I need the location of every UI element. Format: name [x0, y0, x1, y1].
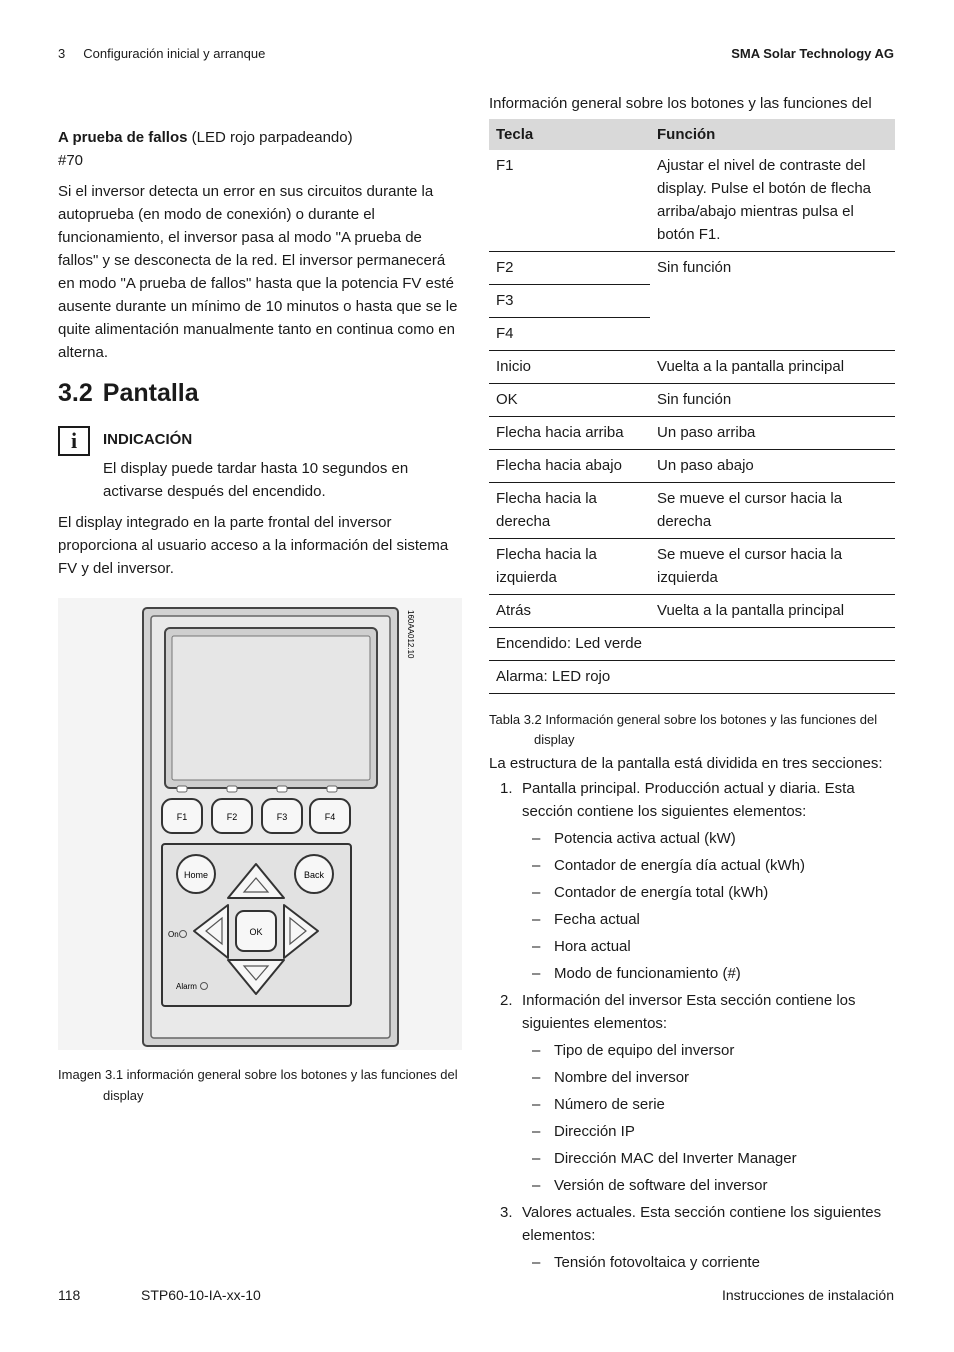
header-function: Función — [650, 119, 895, 150]
row-key: Flecha hacia la derecha — [489, 483, 650, 539]
row-key: Encendido: Led verde — [489, 628, 895, 661]
f4-label: F4 — [324, 812, 336, 822]
f4-button — [310, 799, 350, 833]
header-key: Tecla — [489, 119, 650, 150]
sub-list-item: – Contador de energía día actual (kWh) — [522, 854, 895, 877]
ok-label: OK — [249, 927, 263, 937]
buttons-table — [489, 119, 895, 694]
sub-list-item: – Tipo de equipo del inversor — [522, 1039, 895, 1062]
notice-box — [58, 428, 462, 503]
table-header-row — [489, 119, 895, 150]
table-row — [489, 450, 895, 483]
sub-list-item: – Dirección IP — [522, 1120, 895, 1143]
figure-code: 160AA012.10 — [406, 610, 415, 659]
sub-list-item: – Versión de software del inversor — [522, 1174, 895, 1197]
table-row — [489, 417, 895, 450]
table-row — [489, 384, 895, 417]
table-row — [489, 150, 895, 252]
list-item — [489, 989, 895, 1197]
home-button — [177, 855, 215, 893]
row-key: Flecha hacia abajo — [489, 450, 650, 483]
table-row — [489, 539, 895, 595]
sub-list-item: – Dirección MAC del Inverter Manager — [522, 1147, 895, 1170]
chapter-title: Configuración inicial y arranque — [83, 46, 266, 61]
sub-list-item: – Fecha actual — [522, 908, 895, 931]
row-key: Alarma: LED rojo — [489, 661, 895, 694]
row-function: Sin función — [650, 252, 895, 351]
row-function: Un paso abajo — [650, 450, 895, 483]
ok-button — [236, 911, 276, 951]
sub-list — [522, 1251, 895, 1274]
row-function: Vuelta a la pantalla principal — [650, 351, 895, 384]
list-item — [489, 1201, 895, 1274]
row-key: F4 — [489, 318, 650, 351]
sub-list-item: – Contador de energía total (kWh) — [522, 881, 895, 904]
sub-list-item: – Hora actual — [522, 935, 895, 958]
row-key: F1 — [489, 150, 650, 252]
right-column — [489, 92, 895, 1278]
list-item-text: Información del inversor Esta sección contiene los siguientes elementos: — [522, 992, 856, 1032]
sub-list-item: – Tensión fotovoltaica y corriente — [522, 1251, 895, 1274]
chapter-number: 3 — [58, 46, 66, 61]
alarm-label: Alarm — [176, 982, 197, 991]
section-heading — [58, 378, 462, 408]
table-row — [489, 483, 895, 539]
list-item — [489, 777, 895, 985]
list-number: 2. — [500, 992, 513, 1009]
f2-label: F2 — [226, 812, 238, 822]
row-key: OK — [489, 384, 650, 417]
figure-caption-text: información general sobre los botones y las funciones del display — [103, 1067, 458, 1103]
figure-caption-label: Imagen 3.1 — [58, 1067, 124, 1082]
display-intro-paragraph: El display integrado en la parte frontal del inversor proporciona al usuario acceso a la información del sistema FV y del inversor. — [58, 514, 449, 577]
company-name: SMA Solar Technology AG — [731, 46, 894, 61]
sub-list-item: – Número de serie — [522, 1093, 895, 1116]
table-row — [489, 628, 895, 661]
list-item-text: Pantalla principal. Producción actual y diaria. Esta sección contiene los siguientes elementos: — [522, 780, 855, 820]
info-icon: i — [58, 426, 90, 456]
document-type: Instrucciones de instalación — [722, 1287, 894, 1303]
fault-mode-subtitle: (LED rojo parpadeando) — [187, 129, 353, 146]
back-button — [295, 855, 333, 893]
table-caption — [489, 710, 895, 750]
sub-list-item: – Modo de funcionamiento (#) — [522, 962, 895, 985]
row-function: Ajustar el nivel de contraste del display. Pulse el botón de flecha arriba/abajo mientras pulsa el botón F1. — [650, 150, 895, 252]
fault-mode-title: A prueba de fallos — [58, 129, 188, 146]
left-column — [58, 126, 462, 1106]
f3-button — [262, 799, 302, 833]
row-key: Inicio — [489, 351, 650, 384]
notice-text: El display puede tardar hasta 10 segundos en activarse después del encendido. — [103, 460, 409, 500]
f2-button — [212, 799, 252, 833]
row-key: Flecha hacia la izquierda — [489, 539, 650, 595]
table-row — [489, 252, 895, 285]
table-row — [489, 661, 895, 694]
sub-list — [522, 1039, 895, 1197]
notice-title: INDICACIÓN — [103, 431, 193, 448]
row-function: Se mueve el cursor hacia la derecha — [650, 483, 895, 539]
table-row — [489, 351, 895, 384]
document-code: STP60-10-IA-xx-10 — [141, 1287, 261, 1303]
table-row — [489, 595, 895, 628]
table-caption-label: Tabla 3.2 — [489, 712, 542, 727]
display-panel-figure — [58, 598, 462, 1050]
page-number: 118 — [58, 1287, 81, 1303]
fault-code: #70 — [58, 152, 84, 169]
display-panel-drawing — [58, 598, 462, 1050]
back-label: Back — [303, 870, 325, 880]
figure-caption — [58, 1064, 462, 1106]
row-key: Atrás — [489, 595, 650, 628]
f3-label: F3 — [276, 812, 288, 822]
list-item-text: Valores actuales. Esta sección contiene los siguientes elementos: — [522, 1204, 882, 1244]
table-caption-text: Información general sobre los botones y las funciones del display — [534, 712, 878, 747]
home-label: Home — [183, 870, 209, 880]
row-function: Sin función — [650, 384, 895, 417]
sections-list — [489, 777, 895, 1274]
list-number: 1. — [500, 780, 513, 797]
row-key: Flecha hacia arriba — [489, 417, 650, 450]
fault-paragraph: Si el inversor detecta un error en sus circuitos durante la autoprueba (en modo de conexión) o durante el funcionamiento, el inversor pasa al modo "A prueba de fallos" y se desconecta de la red. El inversor permanecerá en modo "A prueba de fallos" hasta que la potencia FV esté ausente durante un mínimo de 10 minutos o hasta que se le quite alimentación manualmente tanto en continua como en alterna. — [58, 183, 458, 361]
section-title: Pantalla — [102, 379, 199, 407]
row-function: Vuelta a la pantalla principal — [650, 595, 895, 628]
sub-list-item: – Potencia activa actual (kW) — [522, 827, 895, 850]
running-header — [58, 42, 265, 65]
f1-label: F1 — [176, 812, 188, 822]
sub-list-item: – Nombre del inversor — [522, 1066, 895, 1089]
row-key: F2 — [489, 252, 650, 285]
structure-intro: La estructura de la pantalla está dividida en tres secciones: — [489, 755, 883, 772]
table-title: Información general sobre los botones y las funciones del — [489, 95, 872, 112]
list-number: 3. — [500, 1204, 513, 1221]
f1-button — [162, 799, 202, 833]
fault-mode-heading — [58, 126, 462, 149]
on-label: On — [168, 930, 179, 939]
section-number: 3.2 — [58, 379, 93, 407]
row-function: Un paso arriba — [650, 417, 895, 450]
row-function: Se mueve el cursor hacia la izquierda — [650, 539, 895, 595]
row-key: F3 — [489, 285, 650, 318]
sub-list — [522, 827, 895, 985]
